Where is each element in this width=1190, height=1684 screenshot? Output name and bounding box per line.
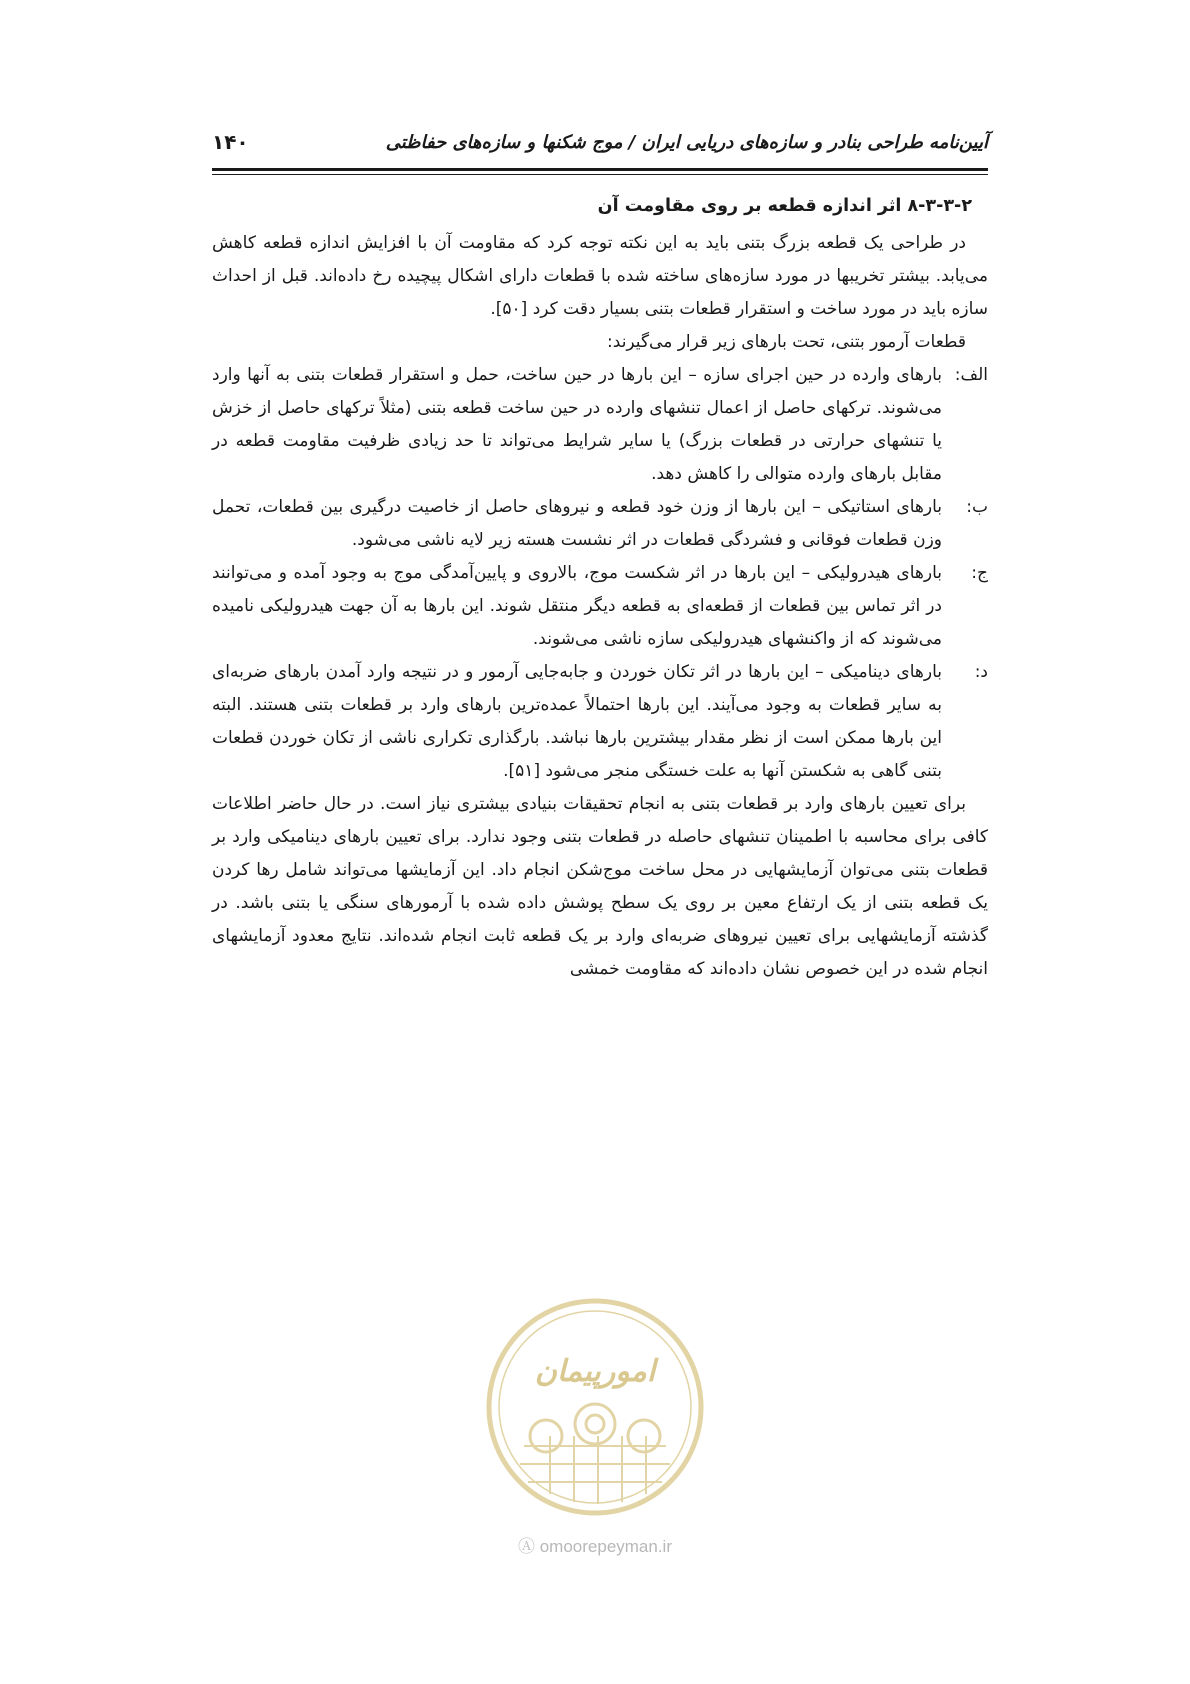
list-item [212, 491, 988, 557]
intro-paragraph: در طراحی یک قطعه بزرگ بتنی باید به این نکته توجه کرد که مقاومت آن با افزایش اندازه قطعه کاهش می‌یابد. بیشتر تخریبها در مورد سازه‌های ساخته شده با قطعات دارای اشکال پیچیده رخ داده‌اند. قبل از احداث سازه باید در مورد ساخت و استقرار قطعات بتنی بسیار دقت کرد [۵۰]. [212, 233, 988, 319]
header-rule-thin [212, 174, 988, 175]
list-marker: الف: [954, 365, 988, 385]
watermark-url [484, 1532, 706, 1557]
closing-paragraph: برای تعیین بارهای وارد بر قطعات بتنی به انجام تحقیقات بنیادی بیشتری نیاز است. در حال حاضر اطلاعات کافی برای محاسبه با اطمینان تنشهای حاصله در قطعات بتنی وجود ندارد. برای تعیین بارهای دینامیکی وارد بر قطعات بتنی می‌توان آزمایشهایی در محل ساخت موج‌شکن انجام داد. این آزمایشها می‌تواند شامل رها کردن یک قطعه بتنی از یک ارتفاع معین بر روی یک سطح پوشش داده شده با آرمورهای سنگی یا بتنی باشد. در گذشته آزمایشهایی برای تعیین نیروهای ضربه‌ای وارد بر یک قطعه ثابت انجام شده‌اند. نتایج معدود آزمایشهای انجام شده در این خصوص نشان داده‌اند که مقاومت خمشی [212, 794, 988, 979]
running-title: آیین‌نامه طراحی بنادر و سازه‌های دریایی ایران / موج شکنها و سازه‌های حفاظتی [385, 132, 988, 153]
watermark-seal-icon [484, 1296, 706, 1518]
watermark-logo-text: امورپیمان [534, 1354, 656, 1389]
section-heading: ۸-۳-۳-۲ اثر اندازه قطعه بر روی مقاومت آن [597, 196, 972, 216]
list-item-text: بارهای دینامیکی – این بارها در اثر تکان خوردن و جابه‌جایی آرمور و در نتیجه وارد آمدن بارهای ضربه‌ای به سایر قطعات به وجود می‌آیند. این بارها احتمالاً عمده‌ترین بارهای وارد بر قطعات بتنی هستند. البته این بارها ممکن است از نظر مقدار بیشترین بارها نباشد. بارگذاری تکراری ناشی از تکان خوردن قطعات بتنی گاهی به شکستن آنها به علت خستگی منجر می‌شود [۵۱]. [212, 662, 942, 781]
list-item-text: بارهای استاتیکی – این بارها از وزن خود قطعه و نیروهای حاصل از خاصیت درگیری بین قطعات، تحمل وزن قطعات فوقانی و فشردگی قطعات در اثر نشست هسته زیر لایه ناشی می‌شود. [212, 497, 942, 550]
at-icon: Ⓐ [517, 1537, 535, 1556]
list-item [212, 656, 988, 788]
list-item-text: بارهای هیدرولیکی – این بارها در اثر شکست موج، بالاروی و پایین‌آمدگی موج به وجود آمده و می‌توانند در اثر تماس بین قطعات از قطعه‌ای به قطعه دیگر منتقل شوند. این بارها به آن جهت هیدرولیکی نامیده می‌شوند که از واکنشهای هیدرولیکی سازه ناشی می‌شوند. [212, 563, 942, 649]
watermark-logo [484, 1296, 706, 1518]
list-item-text: بارهای وارده در حین اجرای سازه – این بارها در حین ساخت، حمل و استقرار قطعات بتنی به آنها وارد می‌شوند. ترکهای حاصل از اعمال تنشهای وارده در حین ساخت قطعه بتنی (مثلاً ترکهای حاصل از خزش یا تنشهای حرارتی در قطعات بزرگ) یا سایر شرایط می‌تواند تا حد زیادی ظرفیت مقاومت قطعه در مقابل بارهای وارده متوالی را کاهش دهد. [212, 365, 942, 484]
header-rule-thick [212, 168, 988, 171]
lead-paragraph: قطعات آرمور بتنی، تحت بارهای زیر قرار می‌گیرند: [607, 332, 966, 352]
page-body [212, 190, 988, 986]
page-header [212, 126, 988, 166]
list-marker: ج: [971, 563, 988, 583]
load-types-list [212, 359, 988, 788]
list-item [212, 557, 988, 656]
list-item [212, 359, 988, 491]
list-marker: ب: [966, 497, 988, 517]
list-marker: د: [974, 662, 988, 682]
page-number: ۱۴۰ [212, 130, 249, 154]
watermark-url-text: omoorepeyman.ir [539, 1537, 672, 1556]
